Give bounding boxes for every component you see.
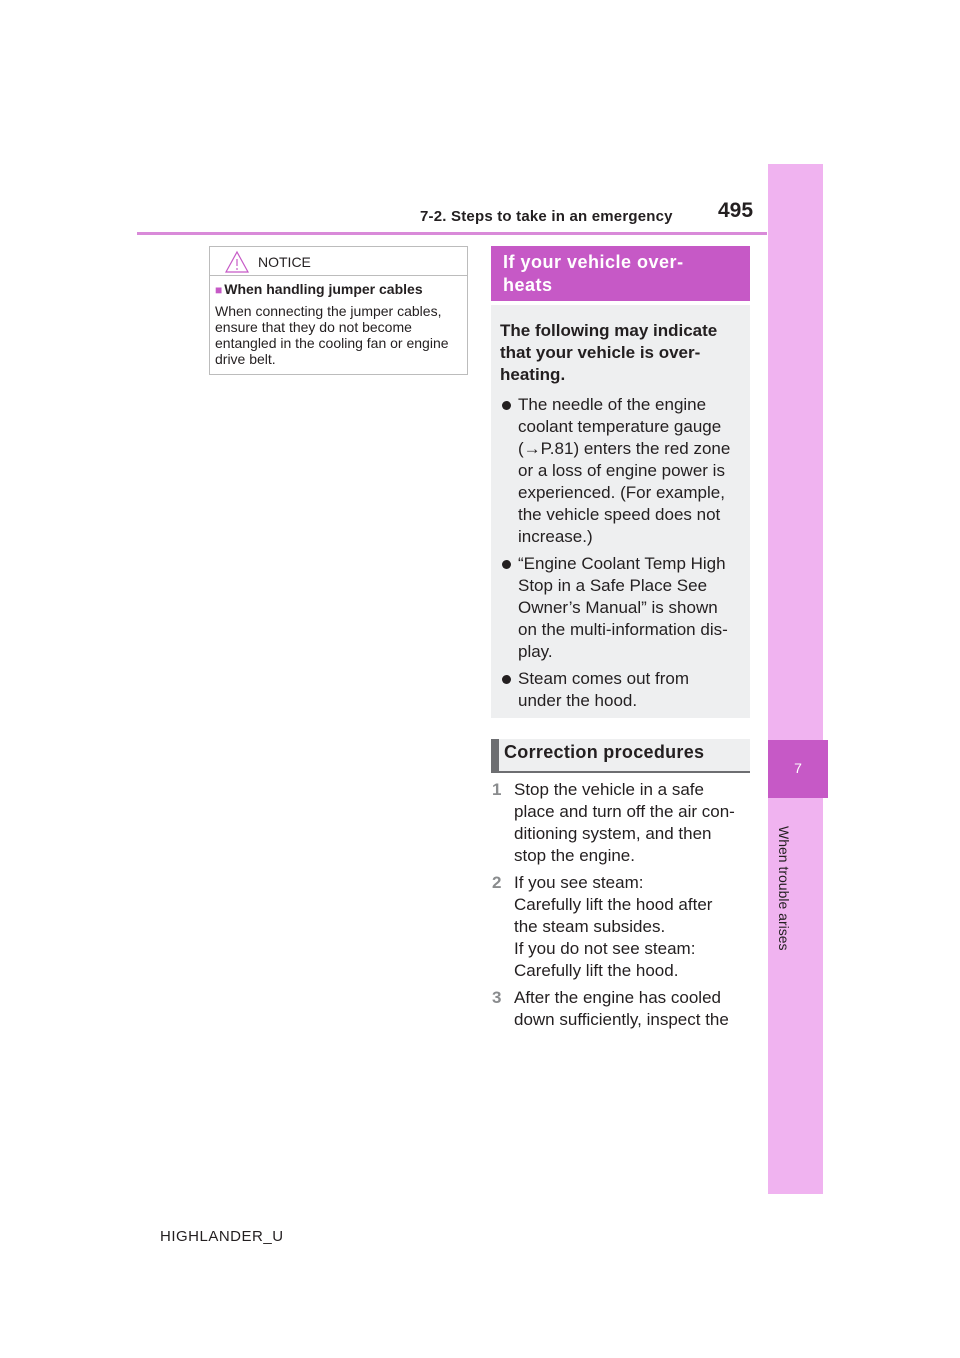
overheat-intro: The following may indicate that your vehicle is over-heating. xyxy=(500,321,718,384)
bullet-dot-icon xyxy=(500,553,518,663)
list-item-text: “Engine Coolant Temp High Stop in a Safe Place See Owner’s Manual” is shown on the multi-information dis- play. xyxy=(518,554,728,661)
chapter-title: When trouble arises xyxy=(776,825,792,951)
list-item xyxy=(500,394,745,548)
square-bullet-icon: ■ xyxy=(215,283,223,297)
bullet-dot-icon xyxy=(500,394,518,548)
header-divider xyxy=(137,232,767,235)
chapter-number: 7 xyxy=(794,760,802,776)
list-item-text: The needle of the engine coolant temperature gauge (→P.81) enters the red zone or a loss of engine power is experienced. (For example, the vehicle speed does not increase.) xyxy=(518,395,731,546)
section-title: 7-2. Steps to take in an emergency xyxy=(420,208,673,225)
notice-body: When connecting the jumper cables, ensure that they do not become entangled in the cooling fan or engine drive belt. xyxy=(215,303,449,367)
step-number: 2 xyxy=(492,873,502,892)
step-text: If you see steam: Carefully lift the hood after the steam subsides. If you do not see steam: Carefully lift the hood. xyxy=(514,873,713,980)
footer-model: HIGHLANDER_U xyxy=(160,1228,284,1245)
correction-heading-underline xyxy=(491,771,750,773)
procedure-step xyxy=(492,779,752,867)
page-number: 495 xyxy=(718,199,754,222)
step-number: 1 xyxy=(492,780,502,799)
correction-heading: Correction procedures xyxy=(504,742,705,762)
notice-label: NOTICE xyxy=(258,254,311,270)
step-number: 3 xyxy=(492,988,502,1007)
notice-divider xyxy=(210,275,467,276)
chapter-side-tab xyxy=(768,164,823,1194)
warning-triangle-icon xyxy=(224,250,250,274)
list-item-text: Steam comes out from under the hood. xyxy=(518,669,690,710)
procedure-step xyxy=(492,987,752,1031)
notice-subheading xyxy=(215,281,423,297)
step-text: Stop the vehicle in a safe place and turn off the air con- ditioning system, and then stop the engine. xyxy=(514,780,735,865)
bullet-dot-icon xyxy=(500,668,518,712)
overheat-heading: If your vehicle over- heats xyxy=(503,252,684,295)
notice-subheading-text: When handling jumper cables xyxy=(224,281,423,297)
list-item xyxy=(500,553,745,663)
procedure-step xyxy=(492,872,752,982)
list-item xyxy=(500,668,745,712)
step-text: After the engine has cooled down sufficiently, inspect the xyxy=(514,988,729,1029)
